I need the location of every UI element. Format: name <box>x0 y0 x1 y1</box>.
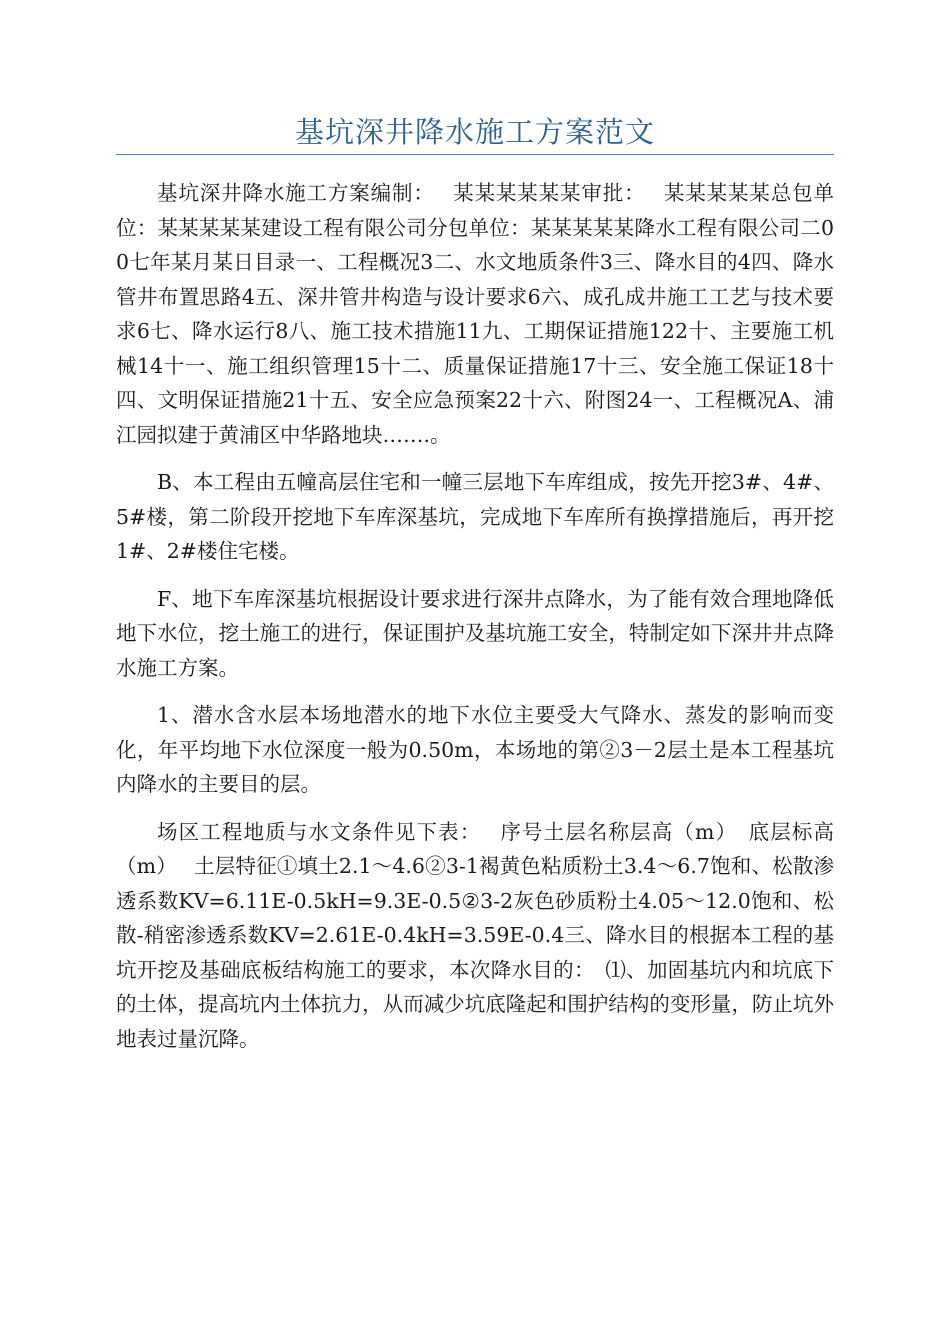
paragraph-4: 1、潜水含水层本场地潜水的地下水位主要受大气降水、蒸发的影响而变化，年平均地下水位深度一般为0.50m，本场地的第②3－2层土是本工程基坑内降水的主要目的层。 <box>116 703 834 796</box>
paragraph-2: B、本工程由五幢高层住宅和一幢三层地下车库组成，按先开挖3#、4#、5#楼，第二阶段开挖地下车库深基坑，完成地下车库所有换撑措施后，再开挖1#、2#楼住宅楼。 <box>116 470 834 563</box>
paragraph-1: 基坑深井降水施工方案编制： 某某某某某某审批： 某某某某某总包单位：某某某某某建设工程有限公司分包单位：某某某某某降水工程有限公司二00七年某月某日目录一、工程概况3二、水文地质条件3三、降水目的4四、降水管井布置思路4五、深井管井构造与设计要求6六、成孔成井施工工艺与技术要求6七、降水运行8八、施工技术措施11九、工期保证措施122十、主要施工机械14十一、施工组织管理15十二、质量保证措施17十三、安全施工保证18十四、文明保证措施21十五、安全应急预案22十六、附图24一、工程概况A、浦江园拟建于黄浦区中华路地块…….。 <box>116 181 834 447</box>
document-body <box>116 176 834 1069</box>
title-underline <box>116 154 834 155</box>
paragraph-5: 场区工程地质与水文条件见下表： 序号土层名称层高（m） 底层标高（m） 土层特征①填土2.1～4.6②3-1褐黄色粘质粉土3.4～6.7饱和、松散渗透系数KV=6.11E-0.5kH=9.3E-0.5②3-2灰色砂质粉土4.05～12.0饱和、松散-稍密渗透系数KV=2.61E-0.4kH=3.59E-0.4三、降水目的根据本工程的基坑开挖及基础底板结构施工的要求，本次降水目的： ⑴、加固基坑内和坑底下的土体，提高坑内土体抗力，从而减少坑底隆起和围护结构的变形量，防止坑外地表过量沉降。 <box>116 819 834 1051</box>
document-title: 基坑深井降水施工方案范文 <box>294 115 655 149</box>
paragraph-3: F、地下车库深基坑根据设计要求进行深井点降水，为了能有效合理地降低地下水位，挖土施工的进行，保证围护及基坑施工安全，特制定如下深井井点降水施工方案。 <box>116 586 834 680</box>
